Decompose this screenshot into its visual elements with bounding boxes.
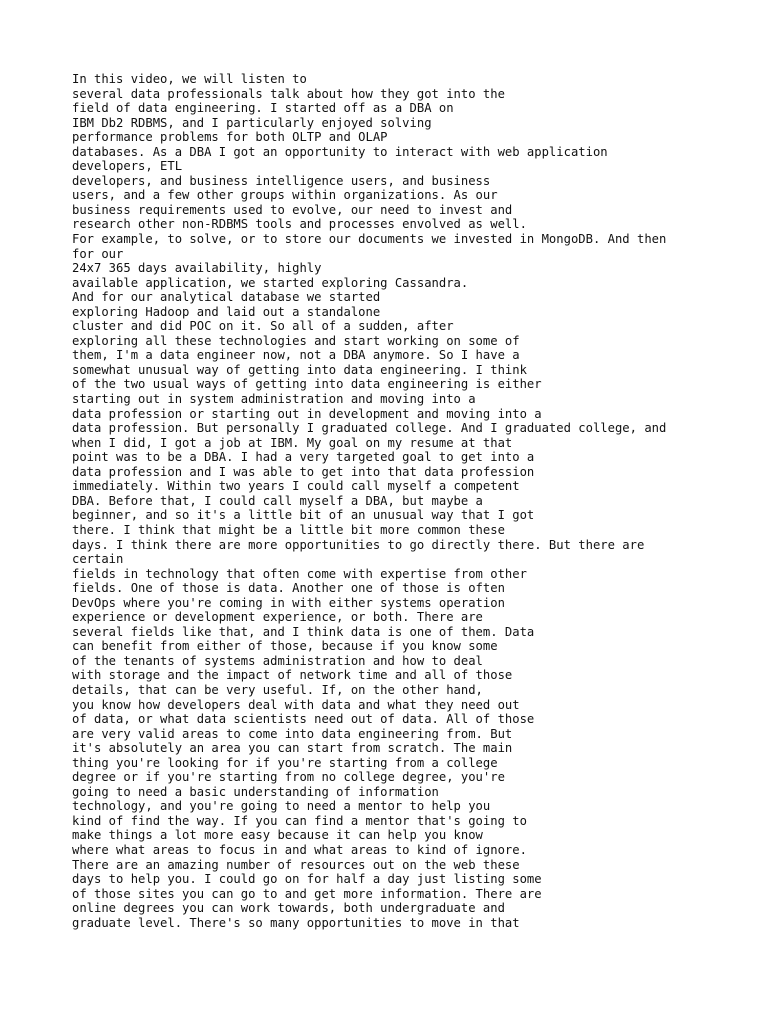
text-line: exploring all these technologies and start working on some of [72,333,520,348]
text-line: going to need a basic understanding of information [72,784,439,799]
text-line: with storage and the impact of network time and all of those [72,668,513,683]
text-line: make things a lot more easy because it can help you know [72,828,483,843]
text-line: you know how developers deal with data and what they need out [72,697,520,712]
text-line: thing you're looking for if you're starting from a college [72,755,498,770]
text-line: online degrees you can work towards, both undergraduate and [72,901,505,916]
text-line: degree or if you're starting from no college degree, you're [72,770,505,785]
text-line: DBA. Before that, I could call myself a DBA, but maybe a [72,493,483,508]
text-line: developers, and business intelligence users, and business [72,173,491,188]
text-line: business requirements used to evolve, our need to invest and [72,202,513,217]
text-line: fields in technology that often come with expertise from other [72,566,527,581]
text-line: when I did, I got a job at IBM. My goal on my resume at that [72,435,513,450]
text-line: IBM Db2 RDBMS, and I particularly enjoyed solving [72,115,432,130]
text-line: are very valid areas to come into data engineering from. But [72,726,513,741]
text-line: technology, and you're going to need a mentor to help you [72,799,491,814]
text-line: cluster and did POC on it. So all of a sudden, after [72,319,454,334]
text-line: data profession or starting out in development and moving into a [72,406,542,421]
text-line: starting out in system administration and moving into a [72,392,476,407]
text-line: days. I think there are more opportunities to go directly there. But there are [72,537,645,552]
text-line: performance problems for both OLTP and OLAP [72,130,388,145]
text-line: 24x7 365 days availability, highly [72,261,322,276]
text-line: DevOps where you're coming in with either systems operation [72,595,505,610]
text-line: research other non-RDBMS tools and processes envolved as well. [72,217,527,232]
text-line: data profession and I was able to get into that data profession [72,464,535,479]
text-line: users, and a few other groups within organizations. As our [72,188,498,203]
text-line: point was to be a DBA. I had a very targeted goal to get into a [72,450,535,465]
text-line: there. I think that might be a little bit more common these [72,522,505,537]
text-line: graduate level. There's so many opportunities to move in that [72,915,520,930]
text-line: immediately. Within two years I could call myself a competent [72,479,520,494]
text-line: of those sites you can go to and get more information. There are [72,886,542,901]
text-line: of data, or what data scientists need out of data. All of those [72,712,535,727]
text-line: where what areas to focus in and what areas to kind of ignore. [72,842,527,857]
text-line: There are an amazing number of resources out on the web these [72,857,520,872]
text-line: developers, ETL [72,159,183,174]
text-line: data profession. But personally I graduated college. And I graduated college, and [72,421,667,436]
text-line: And for our analytical database we started [72,290,381,305]
text-line: several fields like that, and I think data is one of them. Data [72,624,535,639]
text-line: databases. As a DBA I got an opportunity to interact with web application [72,144,608,159]
text-line: of the two usual ways of getting into data engineering is either [72,377,542,392]
text-line: days to help you. I could go on for half a day just listing some [72,872,542,887]
text-line: somewhat unusual way of getting into data engineering. I think [72,362,527,377]
text-line: details, that can be very useful. If, on the other hand, [72,682,483,697]
text-line: experience or development experience, or both. There are [72,610,483,625]
text-line: it's absolutely an area you can start from scratch. The main [72,741,513,756]
text-line: available application, we started exploring Cassandra. [72,275,469,290]
text-line: kind of find the way. If you can find a mentor that's going to [72,813,527,828]
text-line: for our [72,246,124,261]
text-line: beginner, and so it's a little bit of an unusual way that I got [72,508,535,523]
text-line: For example, to solve, or to store our documents we invested in MongoDB. And then [72,232,667,247]
text-line: them, I'm a data engineer now, not a DBA anymore. So I have a [72,348,520,363]
text-line: In this video, we will listen to [72,72,307,86]
text-line: several data professionals talk about how they got into the [72,86,505,101]
text-line: of the tenants of systems administration and how to deal [72,653,483,668]
transcript-text [72,72,712,930]
text-line: field of data engineering. I started off as a DBA on [72,101,454,116]
text-line: can benefit from either of those, because if you know some [72,639,498,654]
text-line: exploring Hadoop and laid out a standalone [72,304,381,319]
text-line: certain [72,552,124,567]
text-line: fields. One of those is data. Another one of those is often [72,581,505,596]
